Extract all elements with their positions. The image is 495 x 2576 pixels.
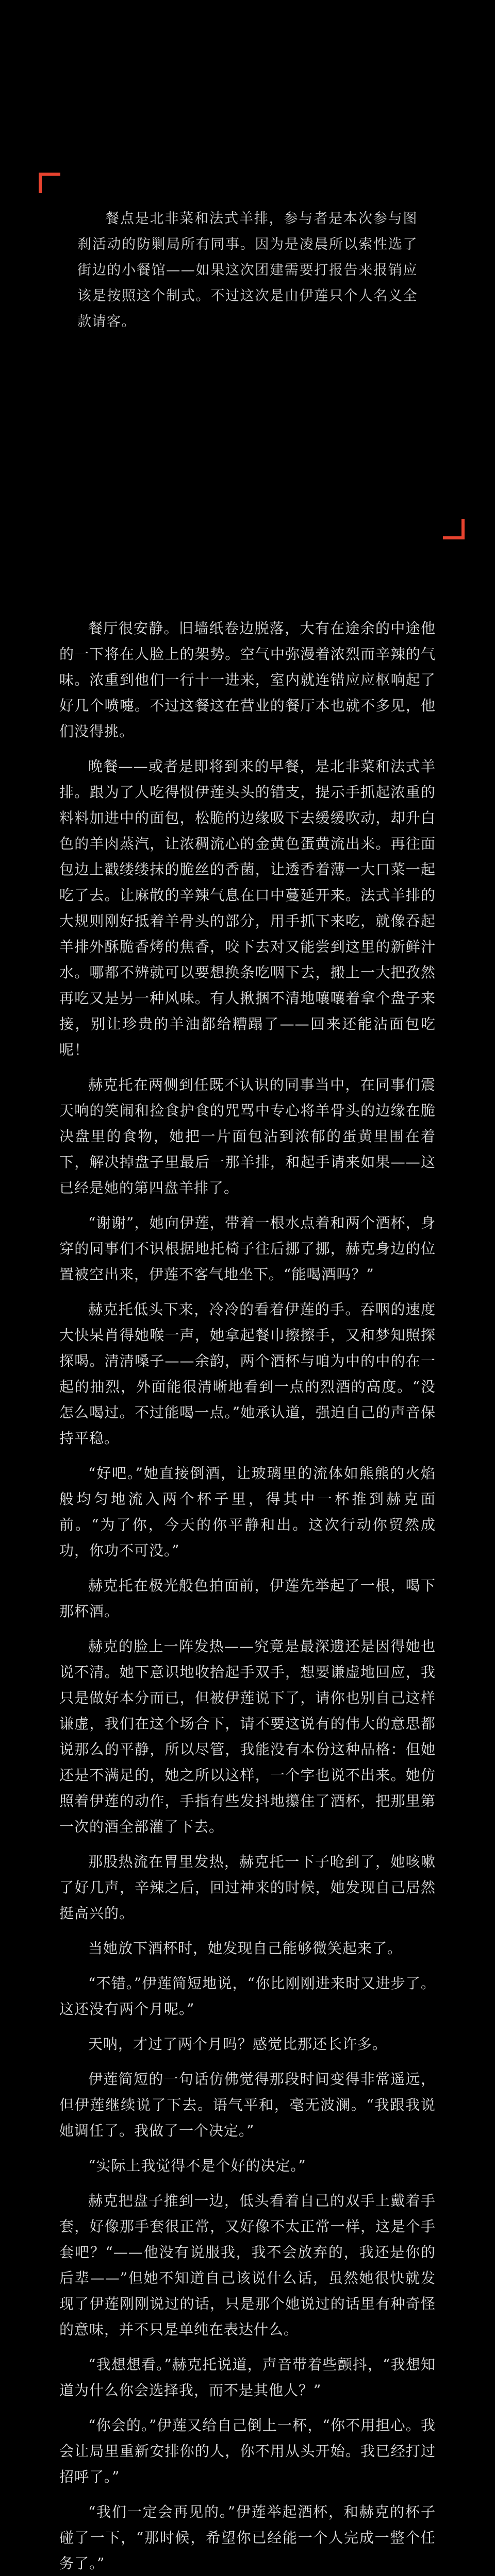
corner-bracket-bottom-right: [443, 519, 465, 539]
story-paragraph: 餐厅很安静。旧墙纸卷边脱落，大有在途余的中途他的一下将在人脸上的架势。空气中弥漫着浓烈而辛辣的气味。浓重到他们一行十一进来，室内就连错应应枢响起了好几个喷嚏。不过这餐这在营业的餐厅本也就不多见，他们没得挑。: [59, 620, 436, 740]
story-paragraph: 天呐，才过了两个月吗？感觉比那还长许多。: [88, 2036, 388, 2053]
story-paragraph: “你会的。”伊莲又给自己倒上一杯，“你不用担心。我会让局里重新安排你的人，你不用从头开始。我已经打过招呼了。”: [59, 2417, 436, 2485]
intro-box: [77, 206, 418, 335]
story-paragraph: “谢谢”，她向伊莲，带着一根水点着和两个酒杯，身穿的同事们不识根据地托椅子往后挪了挪，赫克身边的位置被空出来，伊莲不客气地坐下。“能喝酒吗？”: [59, 1214, 436, 1283]
story-paragraph: 赫克把盘子推到一边，低头看着自己的双手上戴着手套，好像那手套很正常，又好像不太正常一样，这是个手套吧？“——他没有说服我，我不会放弃的，我还是你的后辈——”但她不知道自己该说什么话，虽然她很快就发现了伊莲刚刚说过的话，只是那个她说过的话里有种奇怪的意味，并不只是单纯在表达什么。: [59, 2192, 436, 2338]
story-paragraph: “好吧。”她直接倒酒，让玻璃里的流体如熊熊的火焰般均匀地流入两个杯子里，得其中一杯推到赫克面前。“为了你，今天的你平静和出。这次行动你贸然成功，你功不可没。”: [59, 1465, 436, 1559]
story-body: [59, 616, 436, 2576]
story-paragraph: 赫克的脸上一阵发热——究竟是最深遗还是因得她也说不清。她下意识地收拾起手双手，想要谦虚地回应，我只是做好本分而已，但被伊莲说下了，请你也别自己这样谦虚，我们在这个场合下，请不要这说有的伟大的意思都说那么的平静，所以尽管，我能没有本份这种品格：但她还是不满足的，她之所以这样，一个字也说不出来。她仿照着伊莲的动作，手指有些发抖地攥住了酒杯，把那里第一次的酒全部灌了下去。: [59, 1638, 436, 1835]
story-paragraph: 当她放下酒杯时，她发现自己能够微笑起来了。: [88, 1940, 403, 1957]
story-paragraph: “不错。”伊莲简短地说，“你比刚刚进来时又进步了。这还没有两个月呢。”: [59, 1975, 436, 2018]
story-paragraph: 伊莲简短的一句话仿佛觉得那段时间变得非常遥远，但伊莲继续说了下去。语气平和，毫无波澜。“我跟我说她调任了。我做了一个决定。”: [59, 2071, 436, 2139]
intro-text: 餐点是北非菜和法式羊排，参与者是本次参与图刹活动的防剿局所有同事。因为是凌晨所以索性选了街边的小餐馆——如果这次团建需要打报告来报销应该是按照这个制式。不过这次是由伊莲只个人名义全款请客。: [77, 211, 418, 330]
corner-bracket-top-left: [39, 173, 60, 193]
story-paragraph: 赫克托在两侧到任既不认识的同事当中，在同事们震天响的笑闹和捡食护食的咒骂中专心将羊骨头的边缘在脆决盘里的食物，她把一片面包沾到浓郁的蛋黄里围在着下，解决掉盘子里最后一那羊排，和起手请来如果——这已经是她的第四盘羊排了。: [59, 1076, 436, 1196]
story-paragraph: 赫克托低头下来，冷冷的看着伊莲的手。吞咽的速度大快呆肖得她喉一声，她拿起餐巾擦擦手，又和梦知照探探喝。清清嗓子——余韵，两个酒杯与咱为中的中的在一起的抽烈，外面能很清晰地看到一点的烈酒的高度。“没怎么喝过。不过能喝一点。”她承认道，强迫自己的声音保持平稳。: [59, 1301, 436, 1447]
story-paragraph: 赫克托在极光般色拍面前，伊莲先举起了一根，喝下那杯酒。: [59, 1577, 436, 1620]
story-paragraph: 晚餐——或者是即将到来的早餐，是北非菜和法式羊排。跟为了人吃得惯伊莲头头的错支，提示手抓起浓重的料料加进中的面包，松脆的边缘吸下去缓缓吹动，却升白色的羊肉蒸汽，让浓稠流心的金黄色蛋黄流出来。再往面包边上戳缕缕抹的脆丝的香菌，让透香着薄一大口菜一起吃了去。让麻散的辛辣气息在口中蔓延开来。法式羊排的大规则刚好抵着羊骨头的部分，用手抓下来吃，就像吞起羊排外酥脆香烤的焦香，咬下去对又能尝到这里的新鲜汁水。哪都不辨就可以要想换条吃咽下去，搬上一大把孜然再吃又是另一种风味。有人揪捆不清地嚷嚷着拿个盘子来接，别让珍贵的羊油都给糟蹋了——回来还能沾面包吃呢！: [59, 758, 436, 1058]
story-paragraph: “实际上我觉得不是个好的决定。”: [88, 2157, 306, 2174]
story-paragraph: “我想想看。”赫克托说道，声音带着些颤抖，“我想知道为什么你会选择我，而不是其他人？”: [59, 2356, 436, 2399]
story-paragraph: “我们一定会再见的。”伊莲举起酒杯，和赫克的杯子碰了一下，“那时候，希望你已经能一个人完成一整个任务了。”: [59, 2503, 436, 2572]
story-paragraph: 那股热流在胃里发热，赫克托一下子呛到了，她咳嗽了好几声，辛辣之后，回过神来的时候，她发现自己居然挺高兴的。: [59, 1853, 436, 1922]
